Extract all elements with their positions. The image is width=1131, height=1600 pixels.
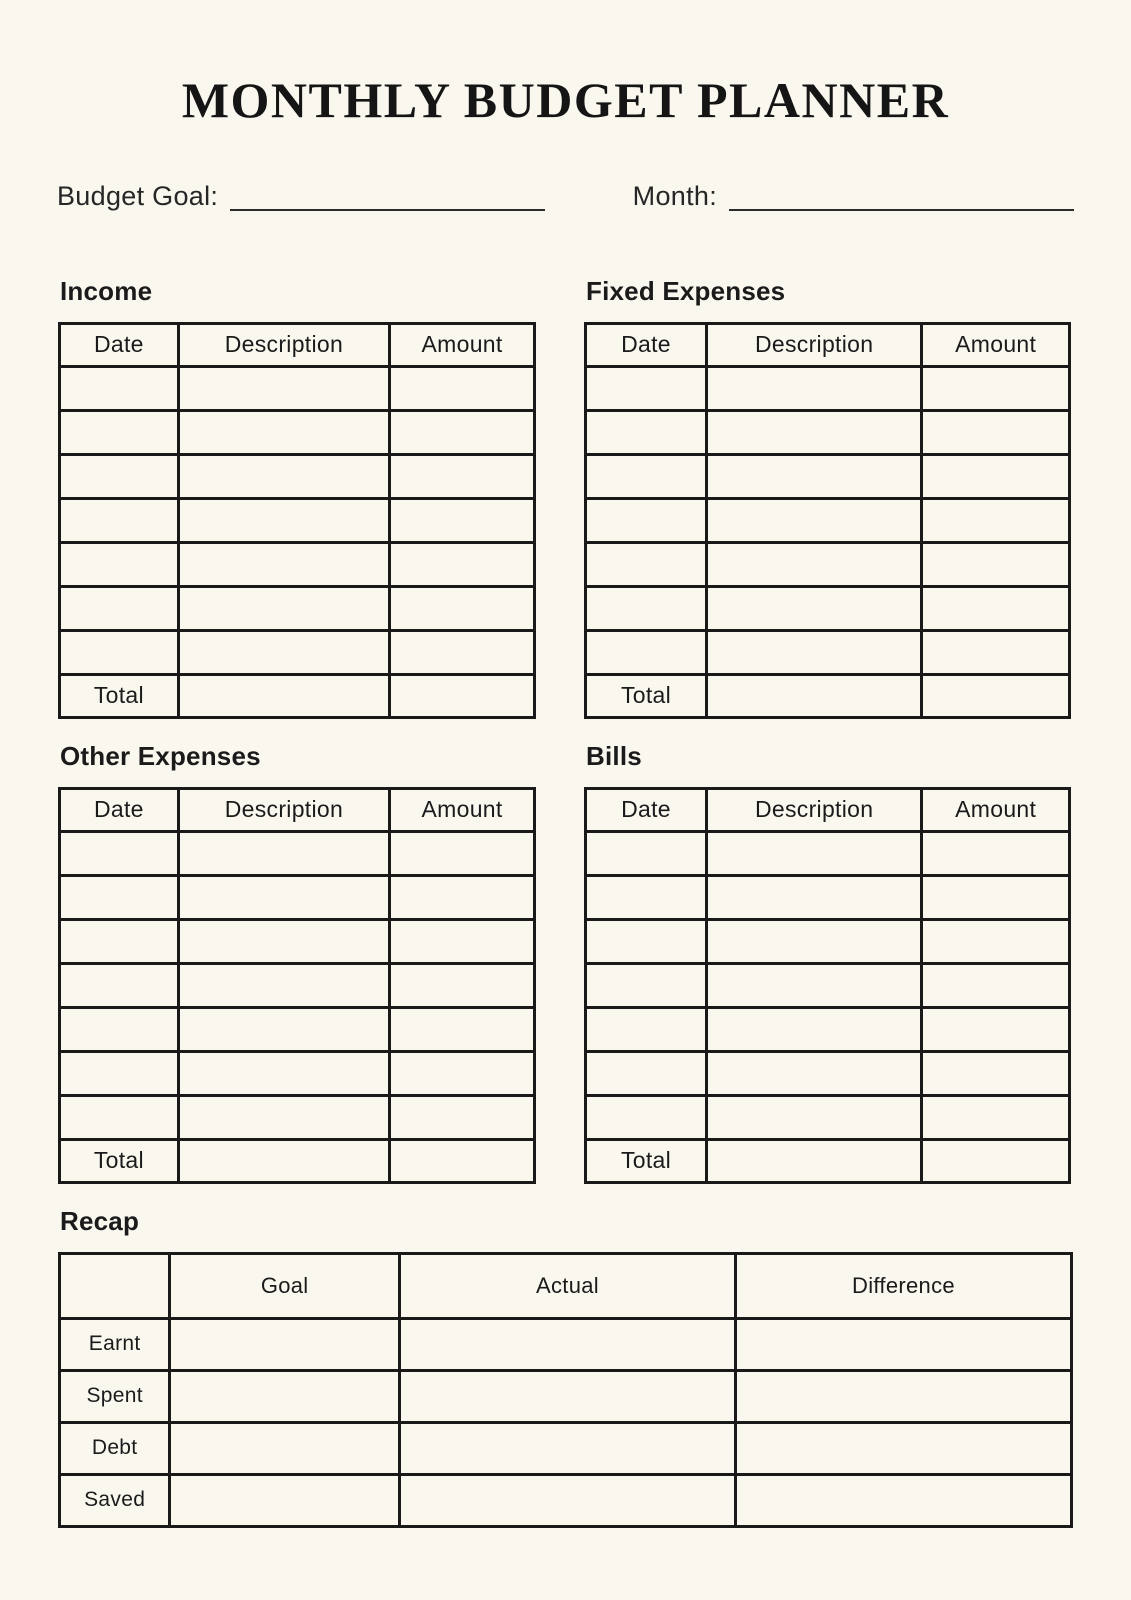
total-description-cell[interactable]: [707, 674, 922, 717]
debt-row-label: Debt: [60, 1422, 170, 1474]
actual-column-header: Actual: [400, 1253, 736, 1318]
empty-description-cell[interactable]: [707, 963, 922, 1007]
empty-ledger-row: [586, 1095, 1070, 1139]
total-amount-cell[interactable]: [922, 1139, 1070, 1182]
goal-column-header: Goal: [170, 1253, 400, 1318]
total-amount-cell[interactable]: [390, 1139, 535, 1182]
empty-description-cell[interactable]: [707, 410, 922, 454]
recap-heading: Recap: [60, 1205, 140, 1236]
empty-date-cell[interactable]: [60, 919, 179, 963]
empty-amount-cell[interactable]: [390, 498, 535, 542]
empty-date-cell[interactable]: [60, 542, 179, 586]
empty-amount-cell[interactable]: [922, 586, 1070, 630]
empty-ledger-row: [60, 542, 535, 586]
empty-description-cell[interactable]: [707, 542, 922, 586]
empty-amount-cell[interactable]: [390, 586, 535, 630]
empty-description-cell[interactable]: [707, 454, 922, 498]
saved-actual-cell[interactable]: [400, 1474, 736, 1526]
empty-amount-cell[interactable]: [390, 1007, 535, 1051]
empty-description-cell[interactable]: [707, 630, 922, 674]
spent-actual-cell[interactable]: [400, 1370, 736, 1422]
saved-difference-cell[interactable]: [735, 1474, 1071, 1526]
empty-ledger-row: [60, 875, 535, 919]
empty-amount-cell[interactable]: [922, 875, 1070, 919]
empty-date-cell[interactable]: [586, 542, 707, 586]
empty-date-cell[interactable]: [60, 366, 179, 410]
total-label: Total: [586, 674, 707, 717]
empty-date-cell[interactable]: [60, 831, 179, 875]
other-expenses-table: [58, 787, 536, 1184]
empty-description-cell[interactable]: [178, 542, 389, 586]
total-amount-cell[interactable]: [922, 674, 1070, 717]
recap-row-saved: [60, 1474, 1072, 1526]
spent-difference-cell[interactable]: [735, 1370, 1071, 1422]
total-description-cell[interactable]: [707, 1139, 922, 1182]
empty-amount-cell[interactable]: [922, 1095, 1070, 1139]
empty-description-cell[interactable]: [707, 1007, 922, 1051]
empty-amount-cell[interactable]: [390, 919, 535, 963]
recap-table: [58, 1252, 1073, 1528]
date-column-header: Date: [60, 323, 179, 366]
earnt-actual-cell[interactable]: [400, 1318, 736, 1370]
title-block: [0, 0, 1131, 130]
table-header-row: [60, 788, 535, 831]
empty-description-cell[interactable]: [707, 586, 922, 630]
empty-date-cell[interactable]: [60, 963, 179, 1007]
empty-description-cell[interactable]: [178, 366, 389, 410]
empty-ledger-row: [586, 410, 1070, 454]
empty-ledger-row: [586, 963, 1070, 1007]
empty-ledger-row: [586, 586, 1070, 630]
empty-description-cell[interactable]: [707, 919, 922, 963]
empty-description-cell[interactable]: [178, 875, 389, 919]
empty-amount-cell[interactable]: [922, 1007, 1070, 1051]
earnt-difference-cell[interactable]: [735, 1318, 1071, 1370]
empty-date-cell[interactable]: [60, 875, 179, 919]
empty-amount-cell[interactable]: [922, 831, 1070, 875]
amount-column-header: Amount: [390, 788, 535, 831]
empty-date-cell[interactable]: [586, 498, 707, 542]
empty-ledger-row: [586, 1051, 1070, 1095]
empty-description-cell[interactable]: [707, 366, 922, 410]
empty-ledger-row: [60, 586, 535, 630]
empty-date-cell[interactable]: [60, 410, 179, 454]
empty-amount-cell[interactable]: [922, 963, 1070, 1007]
empty-description-cell[interactable]: [178, 1051, 389, 1095]
difference-column-header: Difference: [735, 1253, 1071, 1318]
empty-amount-cell[interactable]: [922, 410, 1070, 454]
total-description-cell[interactable]: [178, 1139, 389, 1182]
earnt-row-label: Earnt: [60, 1318, 170, 1370]
empty-date-cell[interactable]: [60, 454, 179, 498]
amount-column-header: Amount: [390, 323, 535, 366]
amount-column-header: Amount: [922, 788, 1070, 831]
empty-amount-cell[interactable]: [922, 630, 1070, 674]
table-header-row: [586, 323, 1070, 366]
bills-heading: Bills: [586, 740, 642, 771]
empty-date-cell[interactable]: [60, 586, 179, 630]
empty-amount-cell[interactable]: [922, 919, 1070, 963]
empty-date-cell[interactable]: [60, 1051, 179, 1095]
empty-ledger-row: [60, 454, 535, 498]
empty-description-cell[interactable]: [178, 831, 389, 875]
recap-row-earnt: [60, 1318, 1072, 1370]
empty-amount-cell[interactable]: [390, 963, 535, 1007]
empty-ledger-row: [586, 875, 1070, 919]
debt-goal-cell[interactable]: [170, 1422, 400, 1474]
empty-description-cell[interactable]: [178, 1007, 389, 1051]
empty-date-cell[interactable]: [586, 1051, 707, 1095]
description-column-header: Description: [178, 323, 389, 366]
empty-date-cell[interactable]: [586, 1007, 707, 1051]
fixed-expenses-heading: Fixed Expenses: [586, 275, 786, 306]
empty-ledger-row: [60, 963, 535, 1007]
empty-date-cell[interactable]: [586, 366, 707, 410]
empty-ledger-row: [60, 410, 535, 454]
total-row: [586, 1139, 1070, 1182]
amount-column-header: Amount: [922, 323, 1070, 366]
page-title: MONTHLY BUDGET PLANNER: [181, 72, 950, 128]
description-column-header: Description: [707, 323, 922, 366]
income-heading: Income: [60, 275, 153, 306]
empty-amount-cell[interactable]: [390, 454, 535, 498]
empty-ledger-row: [60, 919, 535, 963]
total-description-cell[interactable]: [178, 674, 389, 717]
empty-description-cell[interactable]: [178, 454, 389, 498]
budget-goal-field: [57, 180, 545, 212]
empty-description-cell[interactable]: [178, 410, 389, 454]
empty-description-cell[interactable]: [178, 498, 389, 542]
upper-tables-row: [0, 276, 1131, 719]
bills-table: [584, 787, 1071, 1184]
empty-description-cell[interactable]: [178, 1095, 389, 1139]
recap-corner-cell: [60, 1253, 170, 1318]
fixed-expenses-section: [584, 276, 1071, 719]
empty-ledger-row: [60, 1007, 535, 1051]
empty-date-cell[interactable]: [60, 1007, 179, 1051]
empty-date-cell[interactable]: [586, 1095, 707, 1139]
empty-date-cell[interactable]: [586, 630, 707, 674]
empty-ledger-row: [60, 831, 535, 875]
empty-date-cell[interactable]: [60, 498, 179, 542]
empty-ledger-row: [586, 498, 1070, 542]
month-label: Month:: [632, 180, 717, 211]
saved-goal-cell[interactable]: [170, 1474, 400, 1526]
debt-actual-cell[interactable]: [400, 1422, 736, 1474]
saved-row-label: Saved: [60, 1474, 170, 1526]
empty-description-cell[interactable]: [707, 875, 922, 919]
empty-amount-cell[interactable]: [922, 366, 1070, 410]
table-header-row: [60, 323, 535, 366]
empty-date-cell[interactable]: [60, 630, 179, 674]
empty-ledger-row: [586, 831, 1070, 875]
total-amount-cell[interactable]: [390, 674, 535, 717]
empty-amount-cell[interactable]: [922, 498, 1070, 542]
empty-description-cell[interactable]: [707, 1051, 922, 1095]
date-column-header: Date: [60, 788, 179, 831]
empty-amount-cell[interactable]: [390, 366, 535, 410]
empty-amount-cell[interactable]: [390, 410, 535, 454]
empty-date-cell[interactable]: [586, 875, 707, 919]
empty-ledger-row: [586, 366, 1070, 410]
recap-header-row: [60, 1253, 1072, 1318]
empty-date-cell[interactable]: [60, 1095, 179, 1139]
empty-ledger-row: [60, 630, 535, 674]
total-label: Total: [60, 1139, 179, 1182]
empty-amount-cell[interactable]: [390, 630, 535, 674]
description-column-header: Description: [707, 788, 922, 831]
empty-date-cell[interactable]: [586, 831, 707, 875]
empty-description-cell[interactable]: [707, 498, 922, 542]
other-expenses-heading: Other Expenses: [60, 740, 261, 771]
month-field: [633, 180, 1074, 212]
spent-goal-cell[interactable]: [170, 1370, 400, 1422]
budget-goal-input-line[interactable]: [230, 209, 545, 211]
total-row: [60, 674, 535, 717]
income-section: [58, 276, 536, 719]
total-label: Total: [586, 1139, 707, 1182]
empty-amount-cell[interactable]: [390, 1095, 535, 1139]
date-column-header: Date: [586, 788, 707, 831]
fields-row: [0, 180, 1131, 212]
description-column-header: Description: [178, 788, 389, 831]
empty-ledger-row: [586, 630, 1070, 674]
empty-amount-cell[interactable]: [390, 542, 535, 586]
budget-goal-label: Budget Goal:: [57, 180, 219, 211]
spent-row-label: Spent: [60, 1370, 170, 1422]
lower-tables-row: [0, 741, 1131, 1184]
empty-ledger-row: [586, 1007, 1070, 1051]
empty-amount-cell[interactable]: [922, 454, 1070, 498]
empty-description-cell[interactable]: [178, 586, 389, 630]
recap-row-debt: [60, 1422, 1072, 1474]
empty-ledger-row: [586, 454, 1070, 498]
other-expenses-section: [58, 741, 536, 1184]
date-column-header: Date: [586, 323, 707, 366]
empty-description-cell[interactable]: [178, 963, 389, 1007]
empty-ledger-row: [60, 1051, 535, 1095]
empty-description-cell[interactable]: [707, 831, 922, 875]
debt-difference-cell[interactable]: [735, 1422, 1071, 1474]
empty-ledger-row: [60, 498, 535, 542]
month-input-line[interactable]: [729, 209, 1074, 211]
total-row: [60, 1139, 535, 1182]
empty-description-cell[interactable]: [178, 630, 389, 674]
total-row: [586, 674, 1070, 717]
empty-amount-cell[interactable]: [390, 1051, 535, 1095]
empty-amount-cell[interactable]: [390, 875, 535, 919]
empty-ledger-row: [60, 366, 535, 410]
empty-amount-cell[interactable]: [922, 542, 1070, 586]
empty-date-cell[interactable]: [586, 586, 707, 630]
recap-row-spent: [60, 1370, 1072, 1422]
empty-date-cell[interactable]: [586, 963, 707, 1007]
empty-date-cell[interactable]: [586, 454, 707, 498]
empty-ledger-row: [586, 542, 1070, 586]
income-table: [58, 322, 536, 719]
empty-ledger-row: [60, 1095, 535, 1139]
fixed-expenses-table: [584, 322, 1071, 719]
empty-date-cell[interactable]: [586, 919, 707, 963]
empty-amount-cell[interactable]: [390, 831, 535, 875]
empty-amount-cell[interactable]: [922, 1051, 1070, 1095]
earnt-goal-cell[interactable]: [170, 1318, 400, 1370]
empty-description-cell[interactable]: [707, 1095, 922, 1139]
empty-ledger-row: [586, 919, 1070, 963]
bills-section: [584, 741, 1071, 1184]
recap-section: [0, 1206, 1131, 1528]
table-header-row: [586, 788, 1070, 831]
empty-description-cell[interactable]: [178, 919, 389, 963]
total-label: Total: [60, 674, 179, 717]
empty-date-cell[interactable]: [586, 410, 707, 454]
